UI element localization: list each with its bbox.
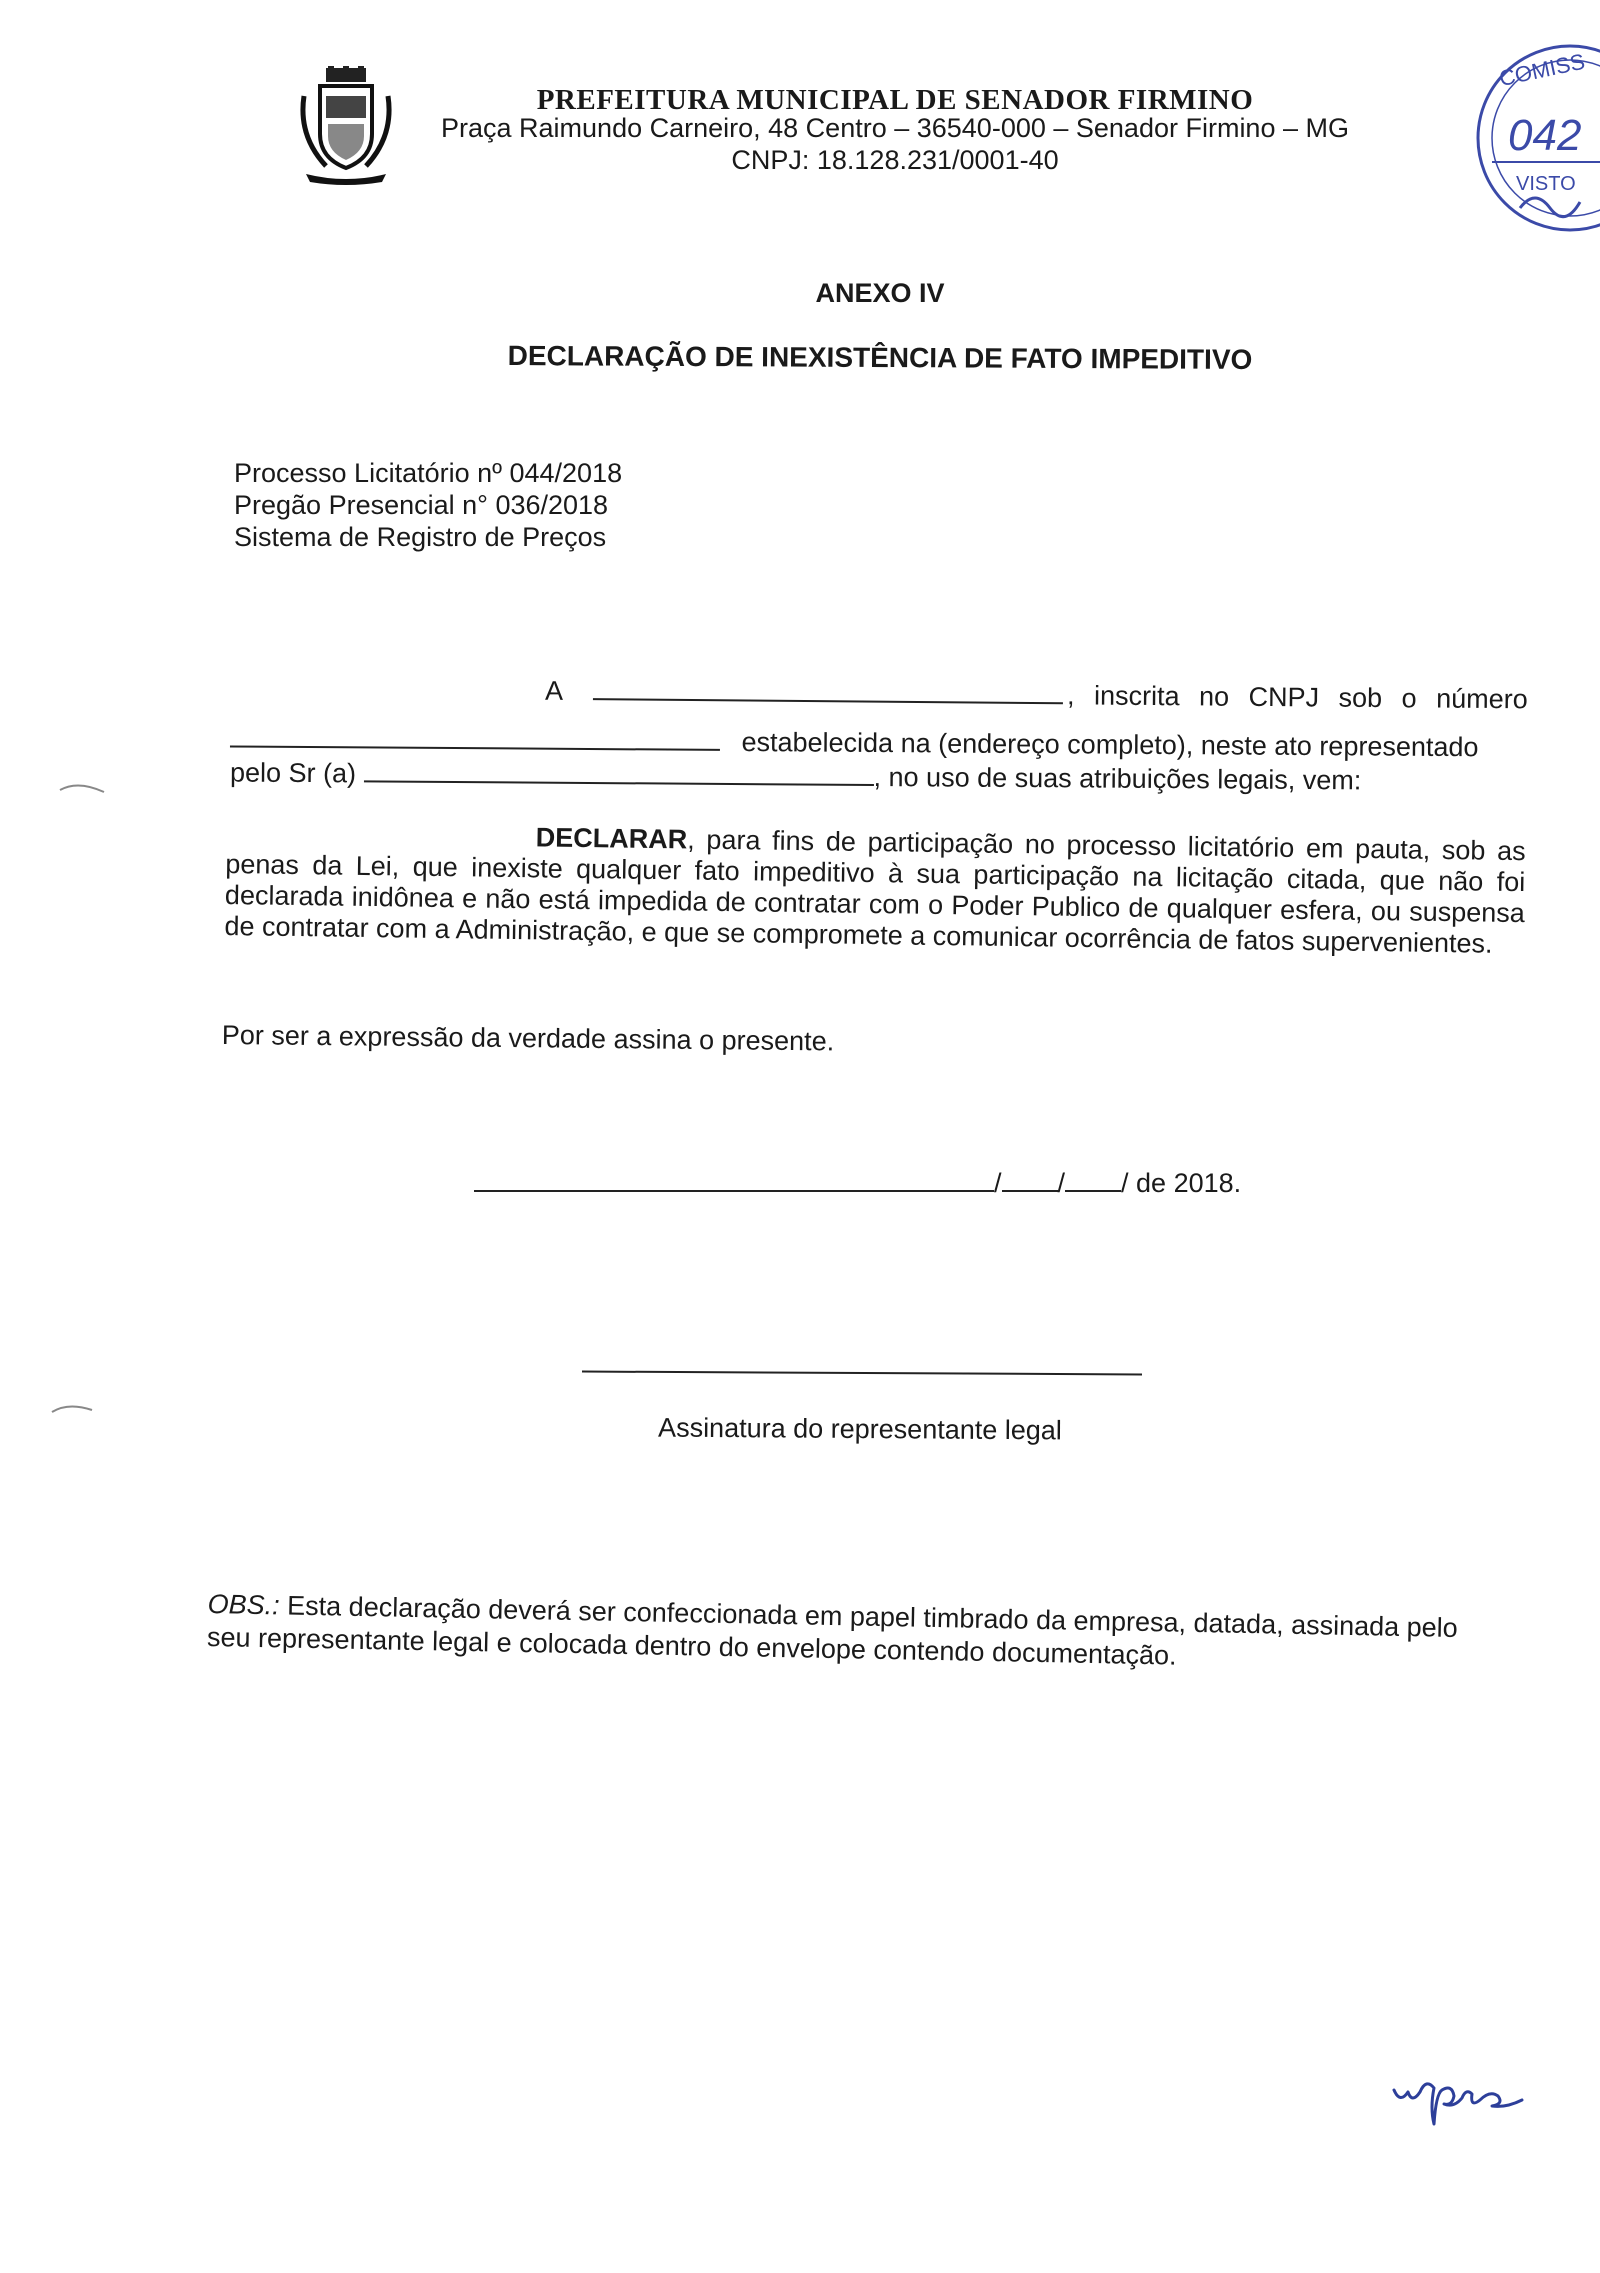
company-name-line [544,675,1528,716]
signature-line[interactable] [582,1371,1142,1376]
org-name: PREFEITURA MUNICIPAL DE SENADOR FIRMINO [536,84,1254,116]
stamp-visto: VISTO [1516,173,1576,195]
process-number: Processo Licitatório nº 044/2018 [234,458,623,488]
cnpj-blank[interactable] [230,743,720,750]
estabelecida-text: estabelecida na (endereço completo), neste ato representado [741,727,1479,763]
pelo-sr-text: pelo Sr (a) [229,757,357,789]
obs-text: Esta declaração deverá ser confeccionada em papel timbrado da empresa, datada, assinada pelo seu representante legal e colocada dentro do envelope contendo documentação. [206,1590,1459,1671]
company-name-blank[interactable] [593,696,1063,704]
margin-mark [50,1402,94,1416]
closing-statement: Por ser a expressão da verdade assina o presente. [221,1020,835,1057]
stamp-top-text: COMISS [1496,48,1588,92]
declaration-body: , para fins de participação no processo licitatório em pauta, sob as penas da Lei, que inexiste qualquer fato impeditivo à sua participação na licitação citada, que não foi declarada inidônea e não está impedida de contratar com o Poder Publico de qualquer esfera, ou suspensa de contratar com a Administração, e que se compromete a comunicar ocorrência de fatos supervenientes. [224,824,1526,959]
margin-mark [58,780,108,796]
city-blank[interactable] [474,1188,994,1192]
cnpj-address-line [230,723,1525,763]
org-address: Praça Raimundo Carneiro, 48 Centro – 36540-000 – Senador Firmino – MG [441,113,1349,143]
org-cnpj: CNPJ: 18.128.231/0001-40 [731,145,1059,175]
signature-label: Assinatura do representante legal [658,1412,1062,1446]
handwritten-initials-icon [1390,2060,1560,2130]
commission-stamp [1470,38,1600,248]
obs-label: OBS.: [207,1588,280,1621]
a-prefix: A [544,675,562,706]
municipal-coat-of-arms-icon [296,66,396,186]
stamp-number: 042 [1508,111,1582,160]
day-blank[interactable] [1002,1188,1058,1192]
observation-note [207,1588,1508,1679]
declarar-keyword: DECLARAR [535,822,688,855]
month-blank[interactable] [1065,1188,1121,1192]
representative-line [230,757,1525,797]
representative-blank[interactable] [364,778,874,786]
year-text: / de 2018. [1121,1168,1242,1198]
inscrita-text: , inscrita no CNPJ sob o número [1066,680,1528,715]
declaration-title: DECLARAÇÃO DE INEXISTÊNCIA DE FATO IMPEDITIVO [507,340,1253,375]
date-line: / / / de 2018. [474,1168,1241,1199]
declaration-paragraph [224,818,1526,960]
pregao-number: Pregão Presencial n° 036/2018 [234,490,609,520]
registry-system: Sistema de Registro de Preços [234,522,607,552]
annex-title: ANEXO IV [815,278,945,308]
no-uso-text: , no uso de suas atribuições legais, vem: [873,761,1362,796]
